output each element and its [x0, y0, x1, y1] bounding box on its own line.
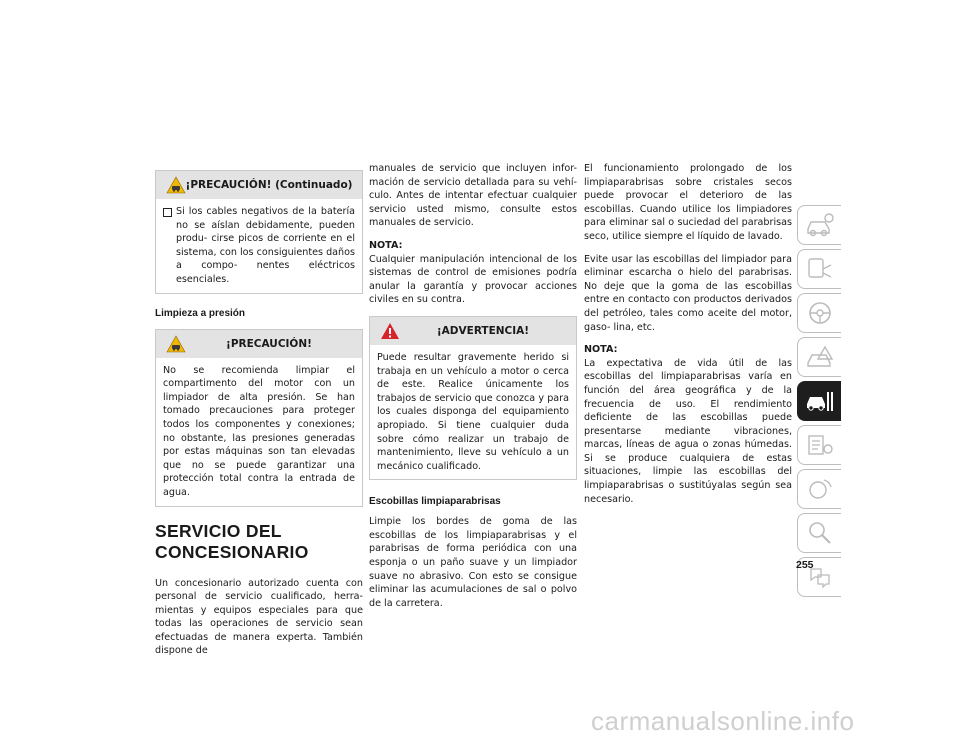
service-text: Un concesionario autorizado cuenta con personal de servicio cualificado, herra- mientas y equipos especiales para que todas las operaciones de servicio sean efectuadas de manera experta. También dispone de — [155, 577, 363, 657]
note-text-2: La expectativa de vida útil de las escobillas del limpiaparabrisas varía en función del área geográfica y de la frecuencia de uso. El rendimiento deficiente de las escobillas puede presentarse mediante vibraciones, marcas, líneas de agua o zonas húmedas. Si se produce cualquiera de estas situaciones, limpie las escobillas del limpiaparabrisas o sustitúyalas según sea necesario. — [584, 357, 792, 505]
caution-box — [155, 329, 363, 507]
specs-icon — [805, 431, 835, 459]
chapter-tabs — [797, 205, 841, 601]
caution-continued-text: Si los cables negativos de la batería no se aíslan debidamente, pueden produ- cirse picos de corriente en el sistema, con los consiguientes daños a compo- nentes eléctricos esenciales. — [176, 206, 355, 285]
tab-specs[interactable] — [797, 425, 841, 465]
tab-multimedia[interactable] — [797, 469, 841, 509]
warning-header — [370, 317, 576, 345]
service-text-continued: manuales de servicio que incluyen infor- mación de servicio detallada para su vehí- culo. Antes de intentar efectuar cualquier servicio usted mismo, consulte estos manuales de servicio. — [369, 163, 577, 229]
service-heading: SERVICIO DEL CONCESIONARIO — [155, 520, 309, 562]
tab-car-info[interactable] — [797, 205, 841, 245]
wiper-text-3: Evite usar las escobillas del limpiador para eliminar escarcha o hielo del parabrisas. No deje que la goma de las escobillas entre en contacto con productos derivados del petróleo, tales como aceite del motor, gaso- lina, etc. — [584, 253, 792, 333]
warning-icon — [380, 322, 400, 340]
car-service-icon — [805, 387, 835, 415]
note-text: Cualquier manipulación intencional de los sistemas de control de emisiones podría anular la garantía y provocar acciones civiles en su contra. — [369, 253, 577, 306]
caution-continued-body — [156, 199, 362, 293]
warning-car-icon — [805, 343, 835, 371]
tab-warning-car[interactable] — [797, 337, 841, 377]
caution-icon — [166, 335, 186, 353]
caution-icon — [166, 176, 186, 194]
caution-continued-title: ¡PRECAUCIÓN! (Continuado) — [185, 179, 353, 191]
tab-search[interactable] — [797, 513, 841, 553]
tab-car-service[interactable] — [797, 381, 841, 421]
caution-title: ¡PRECAUCIÓN! — [226, 337, 312, 350]
column-3 — [584, 162, 792, 515]
multimedia-icon — [805, 475, 835, 503]
warning-text: Puede resultar gravemente herido si trabaja en un vehículo a motor o cerca de este. Realice únicamente los trabajos de servicio que conozca y para los cuales disponga del equipamiento apropiado. Si tiene cualquier duda sobre cómo realizar un trabajo de mantenimiento, lleve su vehículo a un mecánico cualificado. — [377, 351, 569, 472]
warning-title: ¡ADVERTENCIA! — [436, 324, 530, 337]
watermark: carmanualsonline.info — [591, 706, 855, 736]
tab-seat-safety[interactable] — [797, 249, 841, 289]
caution-text: No se recomienda limpiar el compartimento del motor con un limpiador de alta presión. Se han tomado precauciones para proteger todos los componentes y conexiones; no obstante, las presiones generadas por estas máquinas son tan elevadas que no se puede garantizar una protección total contra la entrada de agua. — [163, 364, 355, 498]
steering-wheel-icon — [805, 299, 835, 327]
note-label-2: NOTA: — [584, 344, 618, 356]
page-number: 255 — [796, 559, 814, 571]
pressure-cleaning-heading: Limpieza a presión — [155, 307, 246, 319]
caution-continued-header — [156, 171, 362, 199]
search-icon — [805, 519, 835, 547]
seat-safety-icon — [805, 255, 835, 283]
wiper-heading: Escobillas limpiaparabrisas — [369, 496, 501, 508]
tab-steering[interactable] — [797, 293, 841, 333]
checkbox-bullet-icon — [163, 208, 172, 217]
wiper-text-2: El funcionamiento prolongado de los limpiaparabrisas sobre cristales secos puede provocar el deterioro de las escobillas. Cuando utilice los limpiadores para eliminar sal o suciedad del parabrisas seco, utilice siempre el líquido de lavado. — [584, 163, 792, 242]
wiper-text: Limpie los bordes de goma de las escobillas de los limpiaparabrisas y el parabrisas de forma periódica con una esponja o un paño suave y un limpiador suave no abrasivo. Con esto se consigue eliminar las acumulaciones de sal o polvo de la carretera. — [369, 516, 577, 609]
car-info-icon — [805, 211, 835, 239]
warning-box — [369, 316, 577, 480]
caution-continued-box — [155, 170, 363, 294]
column-1 — [155, 170, 363, 667]
note-label: NOTA: — [369, 239, 403, 251]
column-2 — [369, 162, 577, 619]
caution-header — [156, 330, 362, 358]
